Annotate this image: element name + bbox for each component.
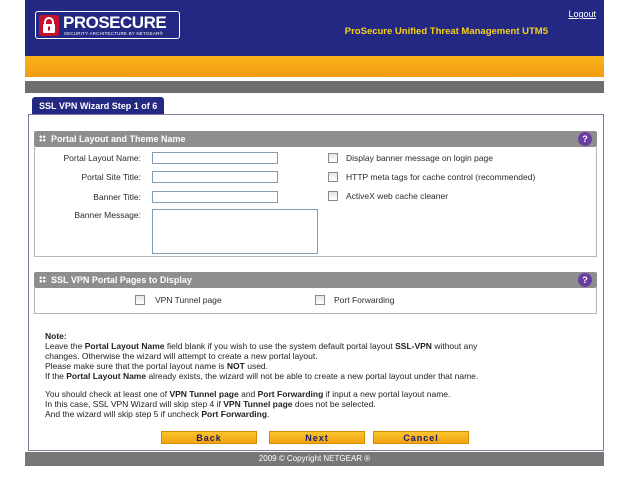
logo-tagline: SECURITY ARCHITECTURE BY NETGEAR® xyxy=(64,31,164,36)
grip-icon xyxy=(39,135,46,142)
port-forwarding-checkbox[interactable] xyxy=(315,295,325,305)
portal-site-title-input[interactable] xyxy=(152,171,278,183)
wizard-panel xyxy=(28,114,604,451)
note-line: If the Portal Layout Name already exists, the wizard will not be able to create a new portal layout under that name. xyxy=(45,371,479,381)
gray-submenu-bar xyxy=(25,81,604,93)
portal-site-title-label: Portal Site Title: xyxy=(81,172,141,182)
banner-message-label: Banner Message: xyxy=(74,210,141,220)
banner-title-input[interactable] xyxy=(152,191,278,203)
note-block xyxy=(45,331,600,419)
note-line: In this case, SSL VPN Wizard will skip step 4 if VPN Tunnel page does not be selected. xyxy=(45,399,376,409)
banner-title-label: Banner Title: xyxy=(93,192,141,202)
vpn-tunnel-label: VPN Tunnel page xyxy=(155,295,222,305)
next-button[interactable]: Next xyxy=(269,431,365,444)
section-body-portal-layout xyxy=(34,147,597,257)
section-header-portal-layout xyxy=(34,131,597,147)
product-title: ProSecure Unified Threat Management UTM5 xyxy=(344,26,548,37)
logo-wordmark xyxy=(63,13,166,33)
portal-layout-name-label: Portal Layout Name: xyxy=(63,153,141,163)
help-icon[interactable]: ? xyxy=(578,273,592,287)
display-banner-label: Display banner message on login page xyxy=(346,153,493,163)
section-title-portal-layout: Portal Layout and Theme Name xyxy=(51,134,186,144)
note-line: You should check at least one of VPN Tunnel page and Port Forwarding if input a new portal layout name. xyxy=(45,389,451,399)
banner-message-textarea[interactable] xyxy=(152,209,318,254)
vpn-tunnel-checkbox[interactable] xyxy=(135,295,145,305)
display-banner-checkbox[interactable] xyxy=(328,153,338,163)
section-header-portal-pages xyxy=(34,272,597,288)
http-meta-label: HTTP meta tags for cache control (recommended) xyxy=(346,172,536,182)
header-bar xyxy=(25,0,604,56)
lock-icon xyxy=(39,15,59,36)
section-body-portal-pages xyxy=(34,288,597,314)
back-button[interactable]: Back xyxy=(161,431,257,444)
note-line: Please make sure that the portal layout name is NOT used. xyxy=(45,361,269,371)
logo-word-secure: SECURE xyxy=(98,13,167,32)
tab-wizard-step[interactable]: SSL VPN Wizard Step 1 of 6 xyxy=(32,97,164,115)
port-forwarding-label: Port Forwarding xyxy=(334,295,395,305)
logo-word-pro: PRO xyxy=(63,13,99,32)
portal-layout-name-input[interactable] xyxy=(152,152,278,164)
prosecure-logo xyxy=(35,11,180,39)
page-frame xyxy=(25,0,604,480)
cancel-button[interactable]: Cancel xyxy=(373,431,469,444)
grip-icon xyxy=(39,276,46,283)
footer-copyright: 2009 © Copyright NETGEAR ® xyxy=(25,452,604,466)
section-title-portal-pages: SSL VPN Portal Pages to Display xyxy=(51,275,192,285)
note-line: And the wizard will skip step 5 if uncheck Port Forwarding. xyxy=(45,409,270,419)
activex-cleaner-checkbox[interactable] xyxy=(328,191,338,201)
note-heading: Note: xyxy=(45,331,67,341)
orange-menu-bar xyxy=(25,56,604,77)
activex-cleaner-label: ActiveX web cache cleaner xyxy=(346,191,449,201)
logout-link[interactable]: Logout xyxy=(568,9,596,19)
http-meta-checkbox[interactable] xyxy=(328,172,338,182)
help-icon[interactable]: ? xyxy=(578,132,592,146)
note-line: changes. Otherwise the wizard will attempt to create a new portal layout. xyxy=(45,351,318,361)
note-line: Leave the Portal Layout Name field blank if you wish to use the system default portal layout SSL-VPN without any xyxy=(45,341,478,351)
